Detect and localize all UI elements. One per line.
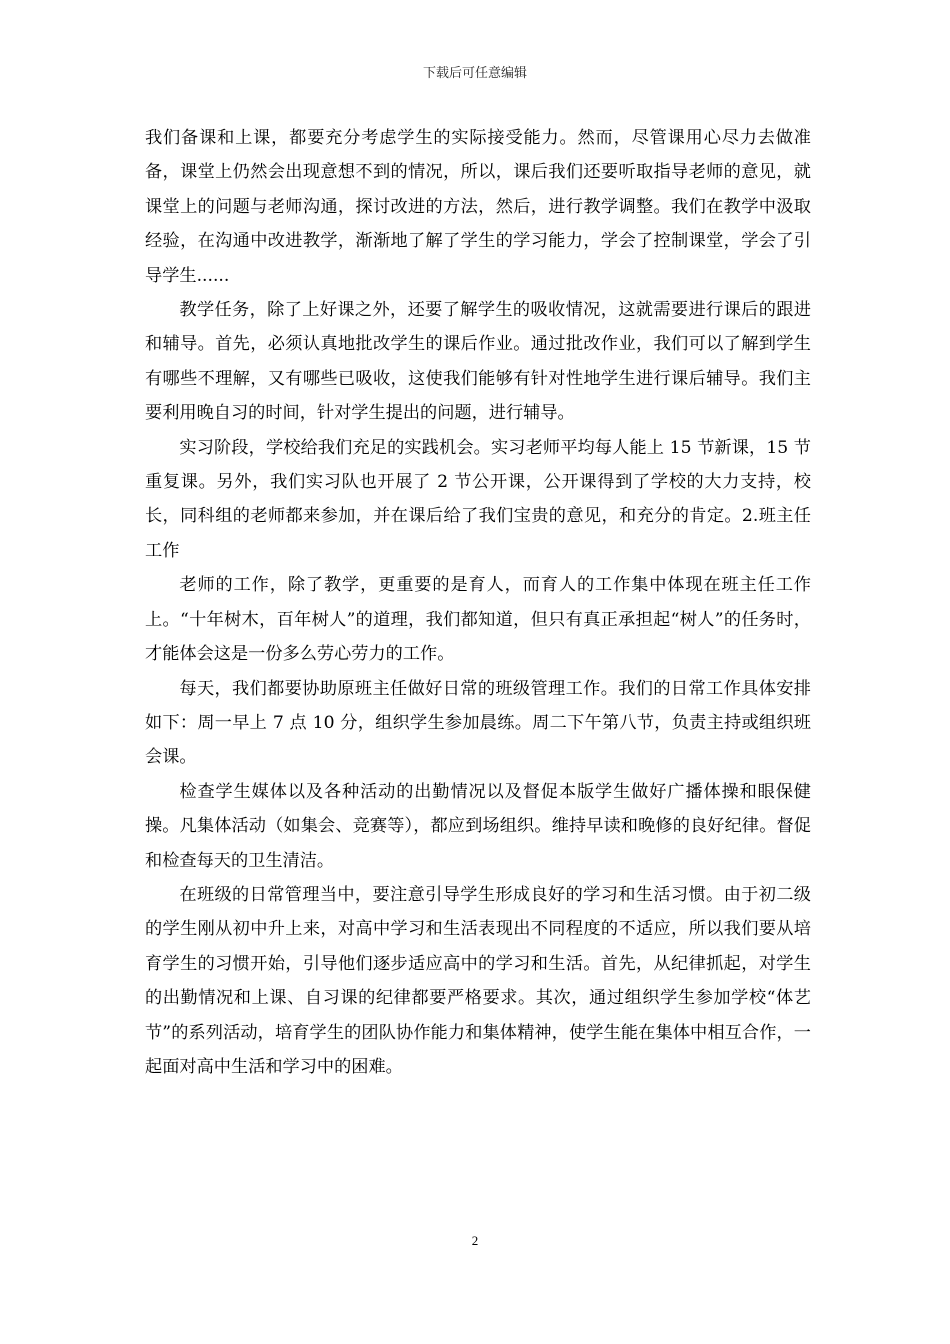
document-body — [145, 121, 811, 1084]
paragraph-continuation: 我们备课和上课，都要充分考虑学生的实际接受能力。然而，尽管课用心尽力去做准备，课堂上仍然会出现意想不到的情况，所以，课后我们还要听取指导老师的意见，就课堂上的问题与老师沟通，探讨改进的方法，然后，进行教学调整。我们在教学中汲取经验，在沟通中改进教学，渐渐地了解了学生的学习能力，学会了控制课堂，学会了引导学生...... — [145, 128, 811, 286]
paragraph-teaching-tasks: 教学任务，除了上好课之外，还要了解学生的吸收情况，这就需要进行课后的跟进和辅导。首先，必须认真地批改学生的课后作业。通过批改作业，我们可以了解到学生有哪些不理解，又有哪些已吸收，这使我们能够有针对性地学生进行课后辅导。我们主要利用晚自习的时间，针对学生提出的问题，进行辅导。 — [145, 300, 811, 424]
paragraph-class-management: 在班级的日常管理当中，要注意引导学生形成良好的学习和生活习惯。由于初二级的学生刚从初中升上来，对高中学习和生活表现出不同程度的不适应，所以我们要从培育学生的习惯开始，引导他们逐步适应高中的学习和生活。首先，从纪律抓起，对学生的出勤情况和上课、自习课的纪律都要严格要求。其次，通过组织学生参加学校“体艺节”的系列活动，培育学生的团队协作能力和集体精神，使学生能在集体中相互合作，一起面对高中生活和学习中的困难。 — [145, 884, 811, 1077]
page-number: 2 — [471, 1233, 479, 1248]
paragraph-daily-work: 每天，我们都要协助原班主任做好日常的班级管理工作。我们的日常工作具体安排如下：周一早上 7 点 10 分，组织学生参加晨练。周二下午第八节，负责主持或组织班会课。 — [145, 678, 811, 768]
paragraph-teacher-work: 老师的工作，除了教学，更重要的是育人，而育人的工作集中体现在班主任工作上。“十年树木，百年树人”的道理，我们都知道，但只有真正承担起“树人”的任务时，才能体会这是一份多么劳心劳力的工作。 — [145, 575, 811, 665]
page-header: 下载后可任意编辑 — [422, 66, 527, 81]
paragraph-internship-stage: 实习阶段，学校给我们充足的实践机会。实习老师平均每人能上 15 节新课，15 节重复课。另外，我们实习队也开展了 2 节公开课，公开课得到了学校的大力支持，校长，同科组的老师都来参加，并在课后给了我们宝贵的意见，和充分的肯定。2.班主任工作 — [145, 437, 811, 561]
paragraph-attendance-check: 检查学生媒体以及各种活动的出勤情况以及督促本版学生做好广播体操和眼保健操。凡集体活动（如集会、竞赛等），都应到场组织。维持早读和晚修的良好纪律。督促和检查每天的卫生清洁。 — [145, 781, 811, 871]
